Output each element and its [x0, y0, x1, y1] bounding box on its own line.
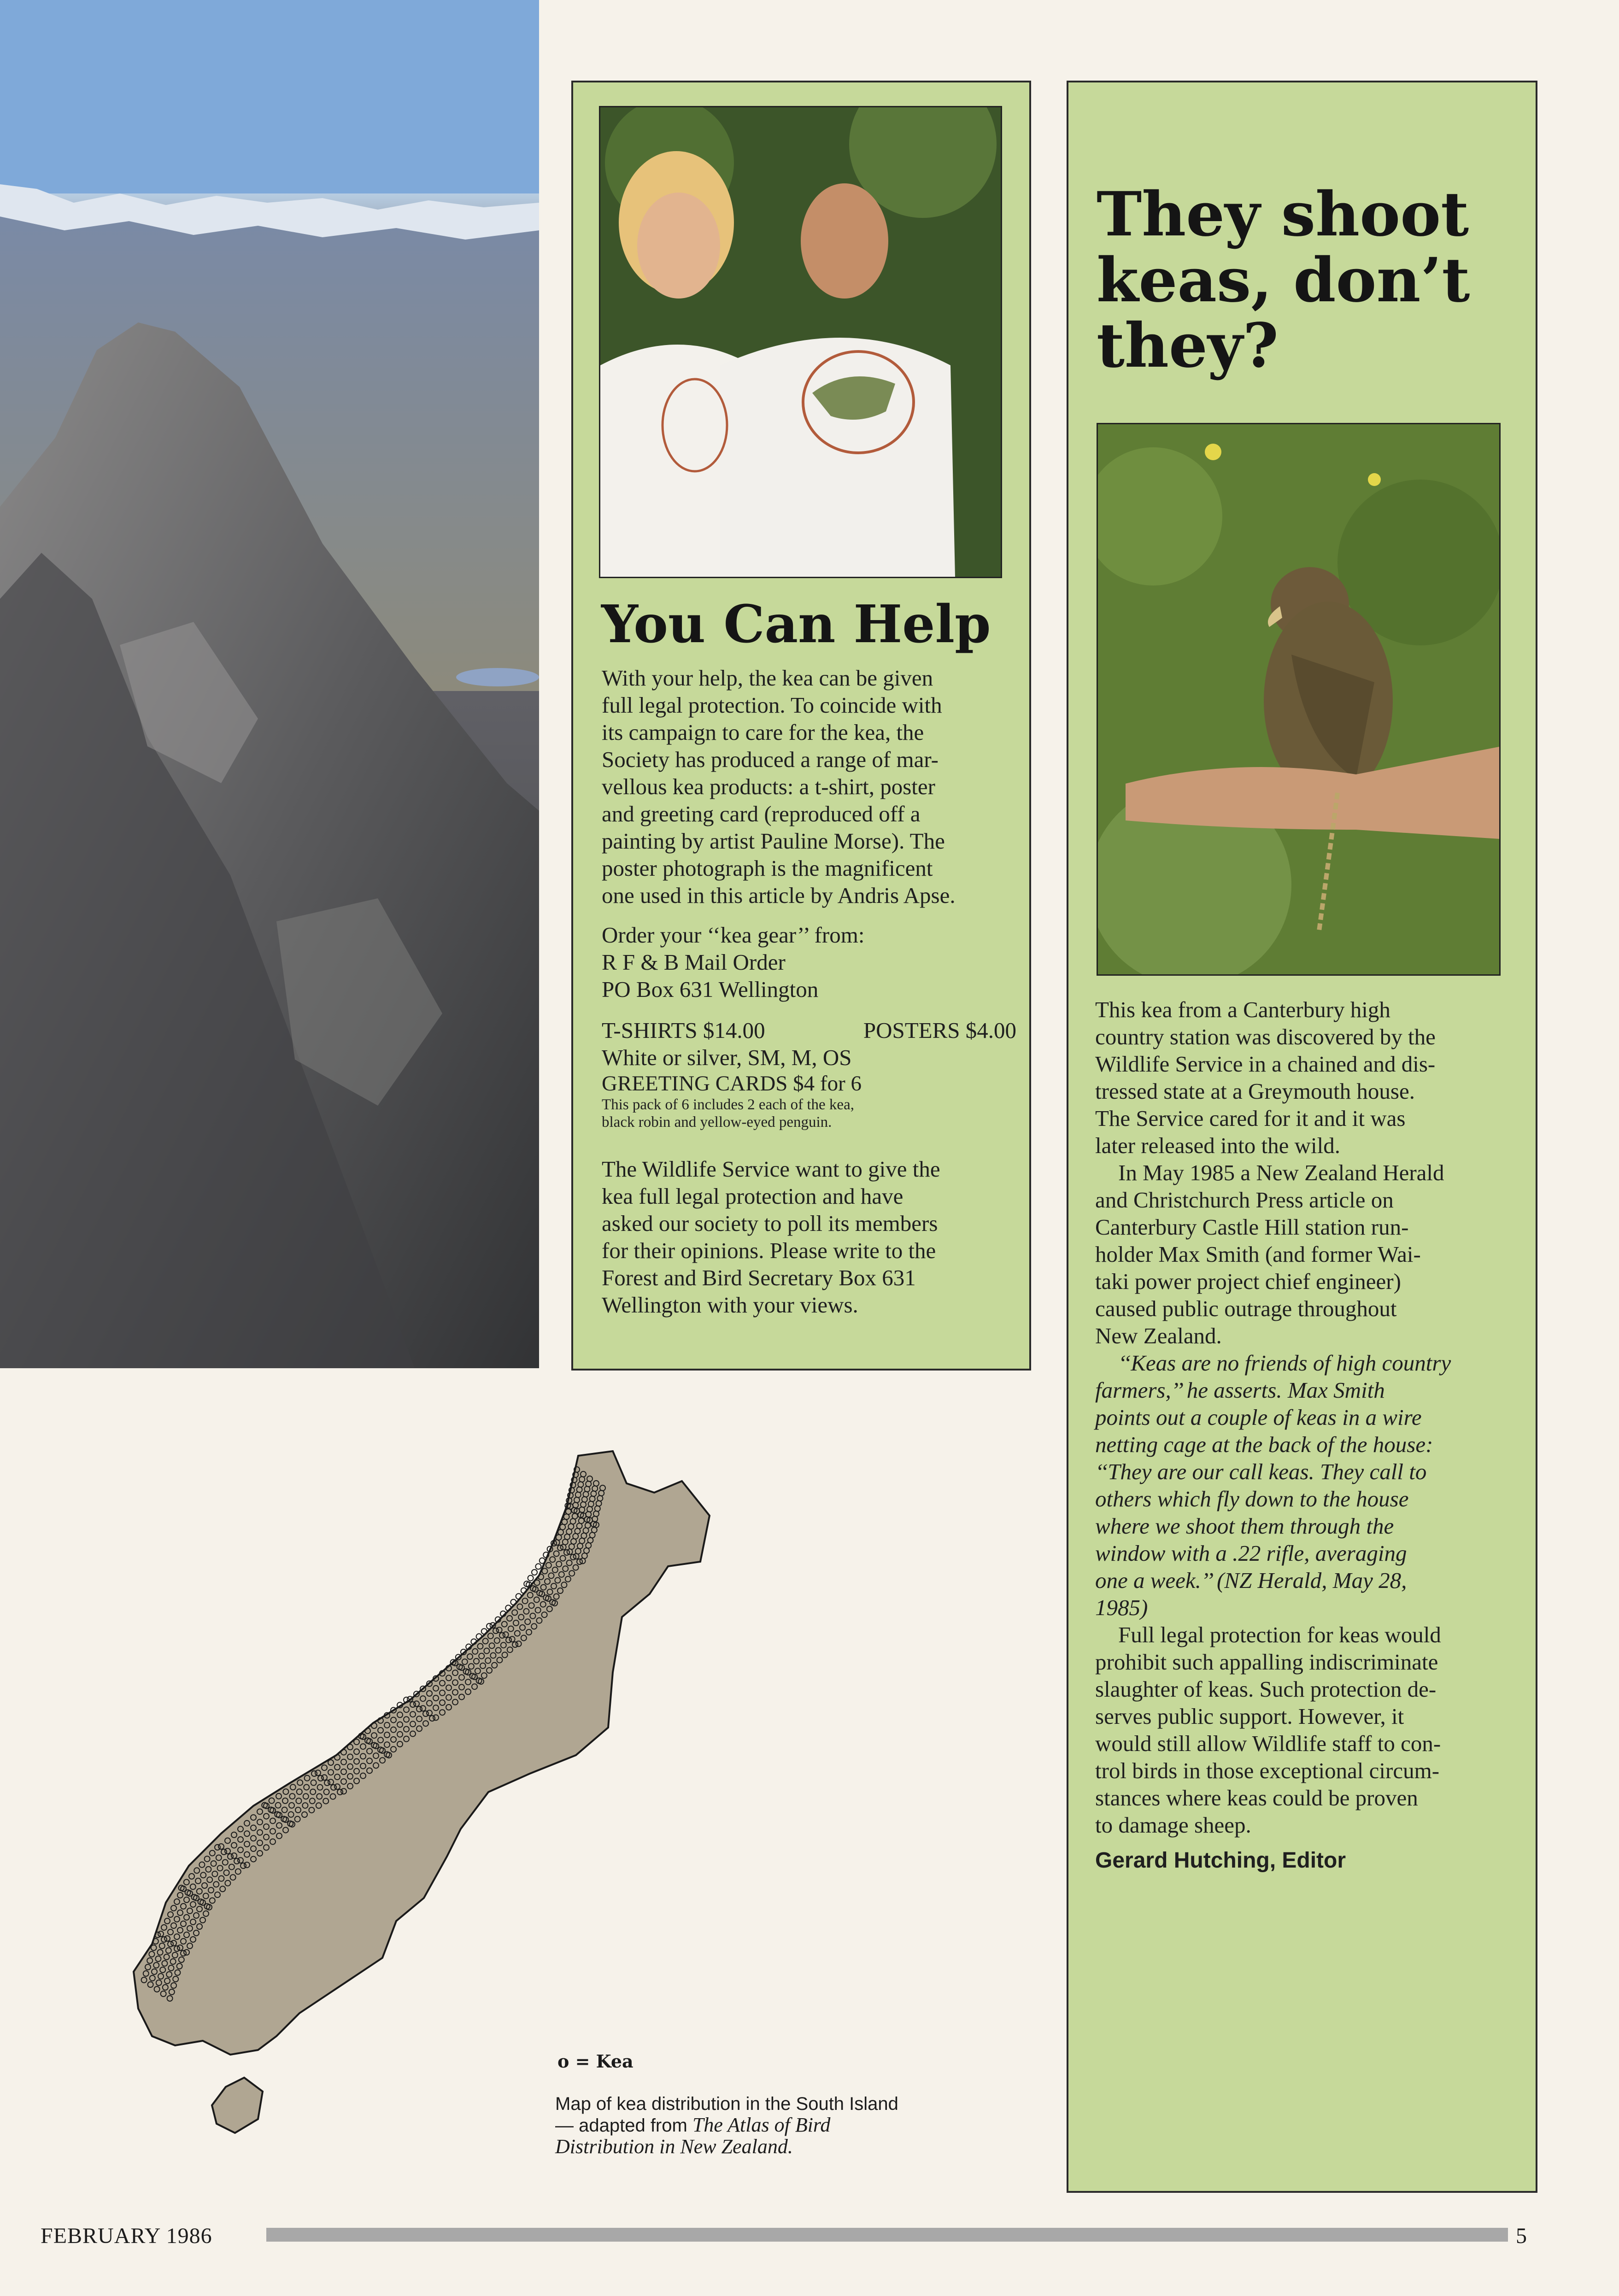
footer-rule: [266, 2228, 1508, 2242]
greeting-cards-price: GREETING CARDS $4 for 6: [602, 1072, 862, 1095]
south-island-landmass: [134, 1451, 710, 2055]
poll-line: The Wildlife Service want to give the: [602, 1156, 940, 1182]
they-shoot-keas-heading: [1097, 179, 1511, 382]
kea-dot: [481, 1628, 487, 1634]
caption-line: country station was discovered by the: [1095, 1024, 1436, 1049]
price-row: [602, 1017, 1016, 1044]
poll-line: for their opinions. Please write to the: [602, 1238, 936, 1263]
help-intro-line: its campaign to care for the kea, the: [602, 720, 924, 745]
article-line: caused public outrage throughout: [1095, 1296, 1397, 1321]
map-caption-line: Map of kea distribution in the South Island: [555, 2094, 898, 2114]
article-line: Canterbury Castle Hill station run-: [1095, 1214, 1409, 1240]
tshirt-options: White or silver, SM, M, OS: [602, 1045, 852, 1070]
heading-line: keas, don’t: [1097, 244, 1470, 316]
help-intro-line: vellous kea products: a t-shirt, poster: [602, 774, 935, 799]
caption-line: The Service cared for it and it was: [1095, 1106, 1406, 1131]
page-number: 5: [1516, 2224, 1527, 2248]
quote-line: points out a couple of keas in a wire: [1095, 1405, 1422, 1430]
poll-line: kea full legal protection and have: [602, 1183, 903, 1209]
south-island-map: [124, 1442, 788, 2161]
map-legend: o = Kea: [557, 2051, 634, 2072]
kea-dot: [535, 1564, 541, 1569]
help-intro-line: full legal protection. To coincide with: [602, 692, 942, 718]
quote-line: one a week.’’ (NZ Herald, May 28,: [1095, 1568, 1407, 1593]
map-caption: [555, 2093, 1007, 2157]
article-line: prohibit such appalling indiscriminate: [1095, 1649, 1438, 1675]
quote-line: ‘‘Keas are no friends of high country: [1118, 1350, 1451, 1376]
quote-line: others which fly down to the house: [1095, 1486, 1409, 1511]
quote-line: netting cage at the back of the house:: [1095, 1432, 1433, 1457]
keas-article-text: [1095, 996, 1510, 1874]
article-line: stances where keas could be proven: [1095, 1785, 1418, 1810]
help-intro-line: and greeting card (reproduced off a: [602, 801, 921, 826]
quote-line: ‘‘They are our call keas. They call to: [1095, 1459, 1427, 1484]
help-intro-line: painting by artist Pauline Morse). The: [602, 828, 945, 854]
map-caption-line: Distribution in New Zealand.: [555, 2135, 793, 2158]
price-list: [602, 1017, 1016, 1131]
help-intro-line: one used in this article by Andris Apse.: [602, 883, 956, 908]
map-caption-line: [555, 2114, 1007, 2136]
order-line: PO Box 631 Wellington: [602, 977, 819, 1002]
quote-line: farmers,’’ he asserts. Max Smith: [1095, 1377, 1385, 1403]
help-intro-line: Society has produced a range of mar-: [602, 747, 939, 772]
article-line: to damage sheep.: [1095, 1812, 1251, 1838]
help-intro-line: With your help, the kea can be given: [602, 665, 933, 691]
cards-note: This pack of 6 includes 2 each of the kea,: [602, 1096, 854, 1113]
caption-line: later released into the wild.: [1095, 1133, 1340, 1158]
couple-illustration: [600, 107, 1001, 577]
article-line: trol birds in those exceptional circum-: [1095, 1758, 1440, 1783]
mountain-illustration: [0, 0, 539, 1368]
editor-signoff: Gerard Hutching, Editor: [1095, 1848, 1346, 1873]
article-line: In May 1985 a New Zealand Herald: [1118, 1160, 1444, 1185]
caption-line: Wildlife Service in a chained and dis-: [1095, 1051, 1436, 1077]
kea-dot: [528, 1576, 534, 1581]
poll-request-text: [602, 1155, 1016, 1318]
article-line: would still allow Wildlife staff to con-: [1095, 1731, 1441, 1756]
kea-dot: [487, 1623, 492, 1629]
article-line: slaughter of keas. Such protection de-: [1095, 1676, 1437, 1702]
quote-line: window with a .22 rifle, averaging: [1095, 1540, 1407, 1566]
poll-line: asked our society to poll its members: [602, 1211, 938, 1236]
you-can-help-heading: You Can Help: [601, 594, 991, 655]
help-intro-line: poster photograph is the magnificent: [602, 855, 933, 881]
article-line: taki power project chief engineer): [1095, 1269, 1401, 1294]
order-line: R F & B Mail Order: [602, 949, 786, 975]
kea-illustration: [1098, 424, 1499, 974]
poll-line: Forest and Bird Secretary Box 631: [602, 1265, 916, 1290]
article-line: Full legal protection for keas would: [1118, 1622, 1441, 1647]
caption-line: This kea from a Canterbury high: [1095, 997, 1390, 1022]
order-address: [602, 921, 1016, 1003]
map-caption-prefix: — adapted from: [555, 2115, 692, 2136]
article-line: New Zealand.: [1095, 1323, 1222, 1348]
issue-date: FEBRUARY 1986: [41, 2224, 212, 2248]
quote-line: where we shoot them through the: [1095, 1513, 1394, 1539]
kea-dot: [532, 1570, 537, 1575]
help-intro-text: [602, 664, 1016, 909]
poll-line: Wellington with your views.: [602, 1292, 858, 1318]
heading-line: they?: [1097, 310, 1279, 382]
caption-line: tressed state at a Greymouth house.: [1095, 1078, 1415, 1104]
couple-tshirt-photo: [599, 106, 1002, 578]
stewart-island: [212, 2078, 263, 2133]
kea-dot: [510, 1599, 516, 1605]
chained-kea-photo: [1097, 423, 1501, 976]
article-line: and Christchurch Press article on: [1095, 1187, 1394, 1212]
quote-line: 1985): [1095, 1595, 1148, 1620]
order-line: Order your ‘‘kea gear’’ from:: [602, 922, 865, 948]
kea-distribution-map: [124, 1442, 788, 2161]
tshirt-price: T-SHIRTS $14.00: [602, 1018, 765, 1043]
mountain-photo: [0, 0, 539, 1368]
heading-line: They shoot: [1097, 179, 1469, 250]
kea-dot: [540, 1558, 545, 1564]
poster-price: POSTERS $4.00: [863, 1018, 1016, 1043]
article-line: holder Max Smith (and former Wai-: [1095, 1242, 1421, 1267]
article-line: serves public support. However, it: [1095, 1704, 1404, 1729]
map-caption-source: The Atlas of Bird: [692, 2114, 831, 2136]
cards-note: black robin and yellow-eyed penguin.: [602, 1114, 832, 1130]
